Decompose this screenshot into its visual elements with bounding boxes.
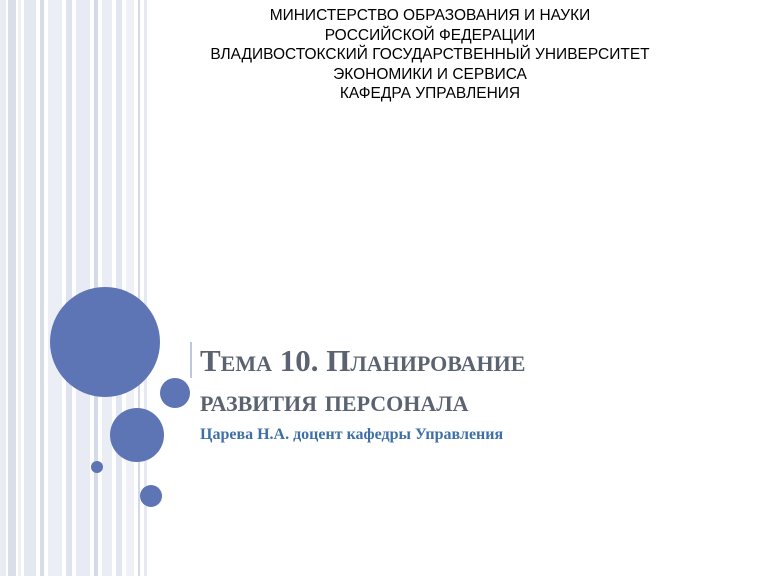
background-stripe [8, 0, 16, 576]
medium-circle-decoration [110, 408, 164, 462]
header-line-department: КАФЕДРА УПРАВЛЕНИЯ [339, 85, 521, 102]
background-stripe [18, 0, 21, 576]
background-stripe [48, 0, 62, 576]
background-stripe [138, 0, 140, 576]
ministry-header [150, 6, 710, 104]
background-stripe [66, 0, 72, 576]
title-divider [190, 342, 192, 378]
header-line-economics: ЭКОНОМИКИ И СЕРВИСА [333, 65, 527, 83]
header-line-federation: РОССИЙСКОЙ ФЕДЕРАЦИИ [324, 26, 536, 44]
background-stripe [24, 0, 36, 576]
slide-subtitle-author: Царева Н.А. доцент кафедры Управления [200, 426, 504, 443]
slide-title [200, 341, 760, 421]
background-stripe [0, 0, 6, 576]
tiny-circle-decoration [91, 461, 103, 473]
small-circle-decoration-bottom [140, 485, 162, 507]
header-line-university: ВЛАДИВОСТОКСКИЙ ГОСУДАРСТВЕННЫЙ УНИВЕРСИТЕТ [210, 46, 650, 63]
slide-title-line-2: развития персонала [200, 383, 469, 418]
small-circle-decoration [160, 378, 190, 408]
slide-title-line-1: Тема 10. Планирование [200, 343, 526, 378]
background-stripe [76, 0, 90, 576]
background-stripe [126, 0, 134, 576]
large-circle-decoration [50, 287, 160, 397]
header-line-ministry: МИНИСТЕРСТВО ОБРАЗОВАНИЯ И НАУКИ [269, 7, 591, 24]
background-stripe [40, 0, 44, 576]
